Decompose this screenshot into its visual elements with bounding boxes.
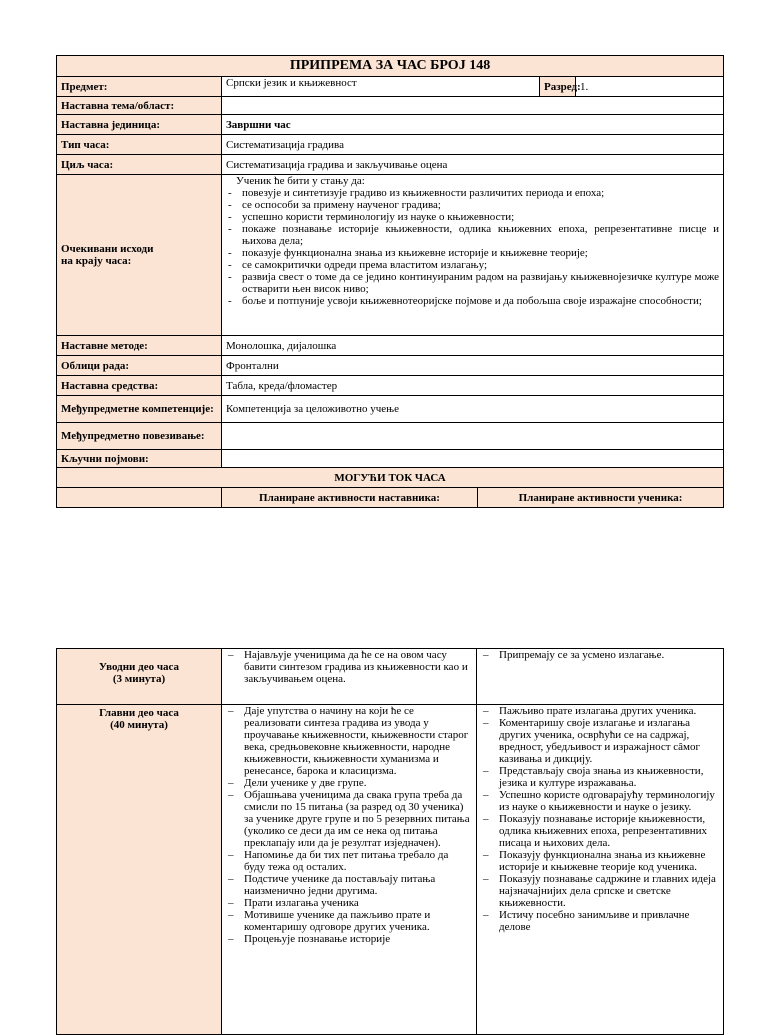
lesson-header-table — [56, 55, 724, 508]
subject-label: Предмет: — [57, 77, 222, 97]
main-teacher-item: – Подстиче ученике да постављају питања наизменично једни другима. — [226, 873, 472, 897]
main-teacher-item: – Дели ученике у две групе. — [226, 777, 472, 789]
outcome-item: - се оспособи за примену наученог градива; — [226, 199, 719, 211]
methods-value: Монолошка, дијалошка — [222, 336, 724, 356]
main-phase-title: Главни део часа — [99, 707, 179, 719]
goal-label: Циљ часа: — [57, 155, 222, 175]
outcome-item: - успешно користи терминологију из науке о књижевности; — [226, 211, 719, 223]
keywords-label: Кључни појмови: — [57, 450, 222, 468]
outcome-item: - покаже познавање историје књижевности, одлика књижевних епоха, репрезентативне писце и њихова дела; — [226, 223, 719, 247]
main-student-cell — [477, 705, 724, 1035]
main-teacher-item: – Мотивише ученике да пажљиво прате и коментаришу одговоре других ученика. — [226, 909, 472, 933]
intro-teacher-list — [226, 649, 472, 685]
main-student-item: – Показују функционална знања из књижевне историје и књижевне теорије код ученика. — [481, 849, 719, 873]
outcomes-label-line2: на крају часа: — [61, 255, 132, 267]
intro-phase-duration: (3 минута) — [112, 673, 166, 685]
correlation-label: Међупредметно повезивање: — [57, 423, 222, 450]
forms-label: Облици рада: — [57, 356, 222, 376]
main-student-item: – Коментаришу своје излагање и излагања других ученика, осврћући се на садржај, вредност, убедљивост и изражајност сâмог казивања и дикцију. — [481, 717, 719, 765]
outcomes-label-line1: Очекивани исходи — [61, 243, 154, 255]
main-teacher-item: – Напомиње да би тих пет питања требало да буду тежа од осталих. — [226, 849, 472, 873]
flow-teacher-header: Планиране активности наставника: — [222, 488, 478, 508]
outcomes-cell — [222, 175, 724, 336]
main-student-item: – Показују познавање историје књижевности, одлика књижевних епоха, репрезентативних писаца и њихових дела. — [481, 813, 719, 849]
main-student-item: – Представљају своја знања из књижевности, језика и културе изражавања. — [481, 765, 719, 789]
main-student-item: – Показују познавање садржине и главних идеја најзначајнијих дела српске и светске књижевности. — [481, 873, 719, 909]
intro-teacher-item: – Најављује ученицима да ће се на овом часу бавити синтезом градива из књижевности као и закључивањем оцена. — [226, 649, 472, 685]
main-phase-label — [57, 705, 222, 1035]
main-student-list — [481, 705, 719, 933]
competences-value: Компетенција за целоживотно учење — [222, 396, 724, 423]
topic-value — [222, 97, 724, 115]
outcome-item: - показује функционална знања из књижевне историје и књижевне теорије; — [226, 247, 719, 259]
subject-value: Српски језик и књижевност — [222, 77, 540, 97]
main-teacher-item: – Прати излагања ученика — [226, 897, 472, 909]
flow-student-header: Планиране активности ученика: — [478, 488, 724, 508]
intro-student-cell — [477, 649, 724, 705]
resources-label: Наставна средства: — [57, 376, 222, 396]
main-teacher-list — [226, 705, 472, 945]
outcome-item: - боље и потпуније усвоји књижевнотеоријске појмове и да побољша своје изражајне способности; — [226, 295, 719, 307]
main-teacher-item: – Даје упутства о начину на који ће се реализовати синтеза градива из увода у проучавање књижевности, књижевности старог века, средњовековне књижевности, народне књижевности, књижевности хуманизма и ренесансе, барока и класицизма. — [226, 705, 472, 777]
main-student-item: – Успешно користе одговарајућу терминологију из науке о књижевности и науке о језику. — [481, 789, 719, 813]
lesson-type-label: Тип часа: — [57, 135, 222, 155]
competences-label: Међупредметне компетенције: — [57, 396, 222, 423]
resources-value: Табла, креда/фломастер — [222, 376, 724, 396]
outcome-item: - повезује и синтетизује градиво из књижевности различитих периода и епоха; — [226, 187, 719, 199]
intro-teacher-cell — [222, 649, 477, 705]
outcomes-list — [226, 187, 719, 307]
unit-label: Наставна јединица: — [57, 115, 222, 135]
topic-label: Наставна тема/област: — [57, 97, 222, 115]
main-teacher-cell — [222, 705, 477, 1035]
unit-value: Завршни час — [222, 115, 724, 135]
outcome-item: - развија свест о томе да се једино континуираним радом на развијању књижевнојезичке културе може остварити њен висок ниво; — [226, 271, 719, 295]
main-student-item: – Пажљиво прате излагања других ученика. — [481, 705, 719, 717]
main-phase-duration: (40 минута) — [110, 719, 168, 731]
correlation-value — [222, 423, 724, 450]
outcomes-label — [57, 175, 222, 336]
intro-student-list — [481, 649, 719, 661]
intro-student-item: – Припремају се за усмено излагање. — [481, 649, 719, 661]
flow-heading: МОГУЋИ ТОК ЧАСА — [57, 468, 724, 488]
main-teacher-item: – Објашњава ученицима да свака група треба да смисли по 15 питања (за разред од 30 ученика) за ученике друге групе и по 5 резервних питања (уколико се деси да им се нека од питања преклапају или да је резултат изједначен). — [226, 789, 472, 849]
main-teacher-item: – Процењује познавање историје — [226, 933, 472, 945]
flow-corner — [57, 488, 222, 508]
keywords-value — [222, 450, 724, 468]
lesson-title: ПРИПРЕМА ЗА ЧАС БРОЈ 148 — [57, 56, 724, 77]
grade-value: 1. — [576, 77, 724, 97]
lesson-type-value: Систематизација градива — [222, 135, 724, 155]
grade-label: Разред: — [540, 77, 576, 97]
goal-value: Систематизација градива и закључивање оцена — [222, 155, 724, 175]
outcome-item: - се самокритички одреди према властитом излагању; — [226, 259, 719, 271]
lesson-flow-table — [56, 648, 724, 1035]
forms-value: Фронтални — [222, 356, 724, 376]
outcomes-intro: Ученик ће бити у стању да: — [236, 175, 365, 187]
methods-label: Наставне методе: — [57, 336, 222, 356]
intro-phase-label — [57, 649, 222, 705]
main-student-item: – Истичу посебно занимљиве и привлачне делове — [481, 909, 719, 933]
intro-phase-title: Уводни део часа — [98, 661, 180, 673]
